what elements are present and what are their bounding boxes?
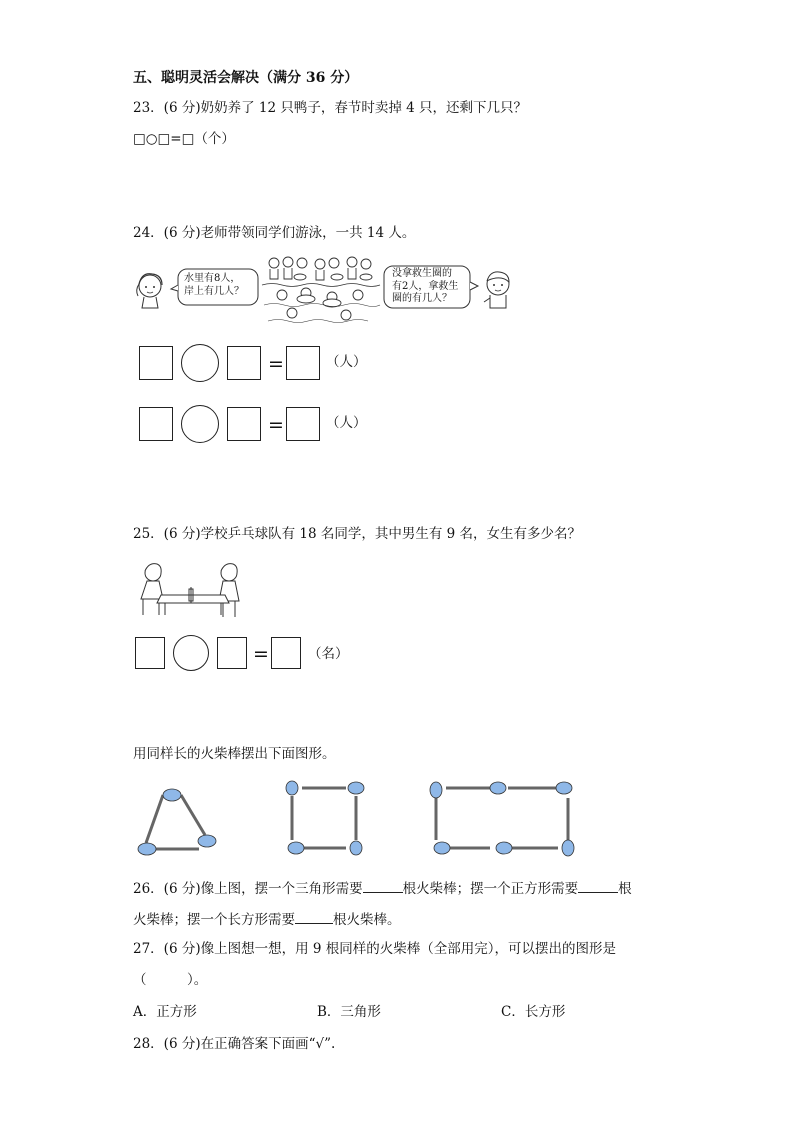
q26-text-b: 根火柴棒；摆一个正方形需要 xyxy=(402,881,579,897)
option-a[interactable]: A．正方形 xyxy=(133,1004,197,1020)
question-28-stem: 28．(6 分)在正确答案下面画“√”. xyxy=(133,1036,336,1052)
equals-sign: = xyxy=(268,414,284,436)
answer-box[interactable] xyxy=(227,407,261,441)
answer-box[interactable] xyxy=(227,346,261,380)
operator-circle[interactable] xyxy=(173,635,209,671)
answer-box[interactable] xyxy=(271,637,301,669)
matchstick-intro: 用同样长的火柴棒摆出下面图形。 xyxy=(133,746,336,762)
q26-blank-triangle[interactable] xyxy=(363,878,403,893)
section-title: 五、聪明灵活会解决（满分 36 分） xyxy=(133,70,359,86)
bubble-right-line-2: 有2人，拿救生 xyxy=(392,280,459,292)
question-23-formula: □○□=□（个） xyxy=(133,131,235,147)
question-26-line-1 xyxy=(133,878,632,898)
equals-sign: = xyxy=(268,353,284,375)
question-27-stem: 27．(6 分)像上图想一想，用 9 根同样的火柴棒（全部用完），可以摆出的图形是 xyxy=(133,941,617,957)
operator-circle[interactable] xyxy=(181,405,219,443)
bubble-left-line-2: 岸上有几人？ xyxy=(184,286,244,297)
question-23-stem: 23．(6 分)奶奶养了 12 只鸭子，春节时卖掉 4 只，还剩下几只？ xyxy=(133,100,528,116)
unit-label: （人） xyxy=(326,354,367,370)
answer-box[interactable] xyxy=(139,346,173,380)
q26-text-c: 根 xyxy=(618,881,632,897)
bubble-left-line-1: 水里有8人， xyxy=(184,273,241,284)
unit-label: （人） xyxy=(326,415,367,431)
q26-text-a: 26．(6 分)像上图，摆一个三角形需要 xyxy=(133,881,363,897)
answer-box[interactable] xyxy=(139,407,173,441)
q26-text-e: 根火柴棒。 xyxy=(333,912,401,928)
girl-left-icon xyxy=(134,270,168,310)
answer-box[interactable] xyxy=(286,407,320,441)
ping-pong-players-icon xyxy=(135,557,247,619)
question-26-line-2 xyxy=(133,909,401,929)
answer-box[interactable] xyxy=(135,637,165,669)
matchstick-triangle-icon xyxy=(133,785,223,857)
answer-box[interactable] xyxy=(217,637,247,669)
option-c[interactable]: C．长方形 xyxy=(501,1004,566,1020)
answer-box[interactable] xyxy=(286,346,320,380)
question-27-answer-paren[interactable]: （ ）。 xyxy=(133,972,208,988)
q26-blank-rectangle[interactable] xyxy=(295,909,333,924)
bubble-right-line-1: 没拿救生圈的 xyxy=(392,268,452,279)
q26-text-d: 火柴棒；摆一个长方形需要 xyxy=(133,912,295,928)
matchstick-square-icon xyxy=(284,778,366,858)
q26-blank-square[interactable] xyxy=(578,878,618,893)
matchstick-rectangle-icon xyxy=(428,778,578,860)
equals-sign: = xyxy=(253,643,269,665)
unit-label: （名） xyxy=(308,646,349,662)
question-25-stem: 25．(6 分)学校乒乓球队有 18 名同学，其中男生有 9 名，女生有多少名？ xyxy=(133,526,582,542)
option-b[interactable]: B．三角形 xyxy=(317,1004,381,1020)
question-24-stem: 24．(6 分)老师带领同学们游泳，一共 14 人。 xyxy=(133,225,416,241)
boy-right-icon xyxy=(480,268,516,310)
bubble-right-line-3: 圈的有几人？ xyxy=(392,293,452,304)
operator-circle[interactable] xyxy=(181,344,219,382)
swimming-pool-scene-icon xyxy=(262,253,380,325)
